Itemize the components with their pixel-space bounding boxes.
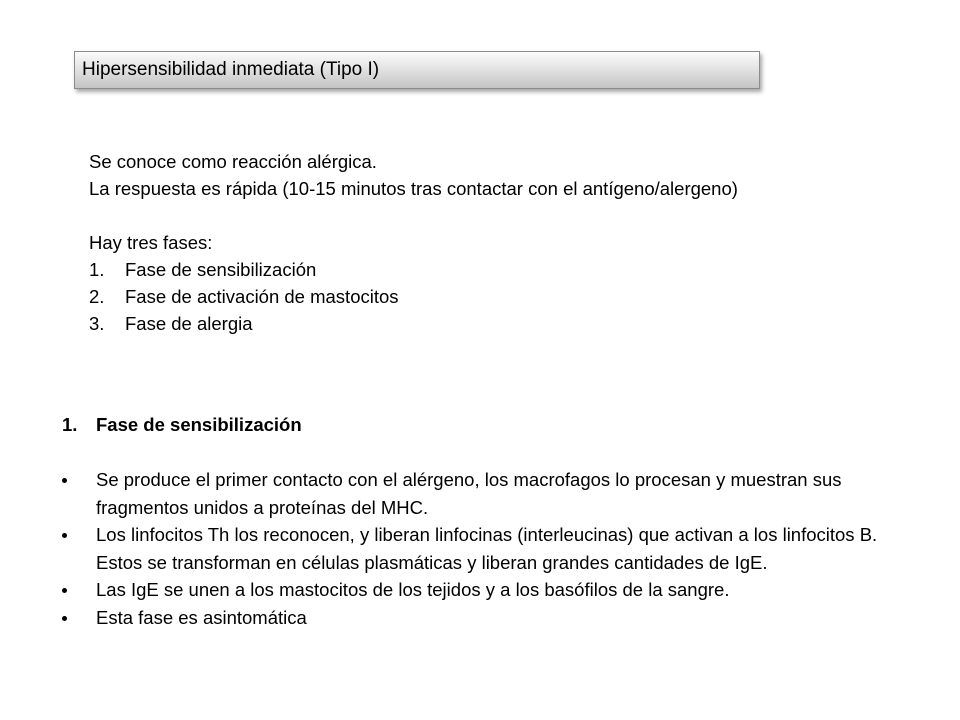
phase-number: 2.: [89, 286, 105, 307]
bullet-text: Se produce el primer contacto con el alérgeno, los macrofagos lo procesan y muestran sus fragmentos unidos a proteínas del MHC.: [96, 469, 842, 518]
section-heading-text: Fase de sensibilización: [96, 414, 302, 435]
bullet-item: [62, 466, 892, 521]
section-number: 1.: [62, 414, 78, 435]
spacer: [62, 439, 892, 467]
bullet-item: [62, 576, 892, 604]
spacer: [89, 202, 738, 229]
phase-label: Fase de activación de mastocitos: [125, 286, 399, 307]
intro-block: [89, 148, 738, 337]
intro-line-2: La respuesta es rápida (10-15 minutos tras contactar con el antígeno/alergeno): [89, 178, 738, 199]
phase-label: Fase de alergia: [125, 313, 253, 334]
slide-title: Hipersensibilidad inmediata (Tipo I): [82, 59, 380, 80]
phase-item: [89, 283, 738, 310]
phase-number: 3.: [89, 313, 105, 334]
phase-label: Fase de sensibilización: [125, 259, 317, 280]
bullet-list: [62, 466, 892, 631]
bullet-text: Esta fase es asintomática: [96, 606, 307, 628]
bullet-text: Los linfocitos Th los reconocen, y liberan linfocinas (interleucinas) que activan a los linfocitos B. Estos se transforman en células plasmáticas y liberan grandes cantidades de IgE.: [96, 524, 878, 573]
phase-number: 1.: [89, 259, 105, 280]
bullet-item: [62, 521, 892, 576]
section-heading: [62, 411, 892, 439]
phase-list: [89, 256, 738, 337]
bullet-item: [62, 604, 892, 632]
slide-title-box: [74, 51, 760, 89]
phases-heading: Hay tres fases:: [89, 232, 213, 253]
phase-item: [89, 310, 738, 337]
sensitization-section: [62, 411, 892, 631]
bullet-text: Las IgE se unen a los mastocitos de los tejidos y a los basófilos de la sangre.: [96, 579, 730, 600]
intro-line-1: Se conoce como reacción alérgica.: [89, 151, 377, 172]
phase-item: [89, 256, 738, 283]
